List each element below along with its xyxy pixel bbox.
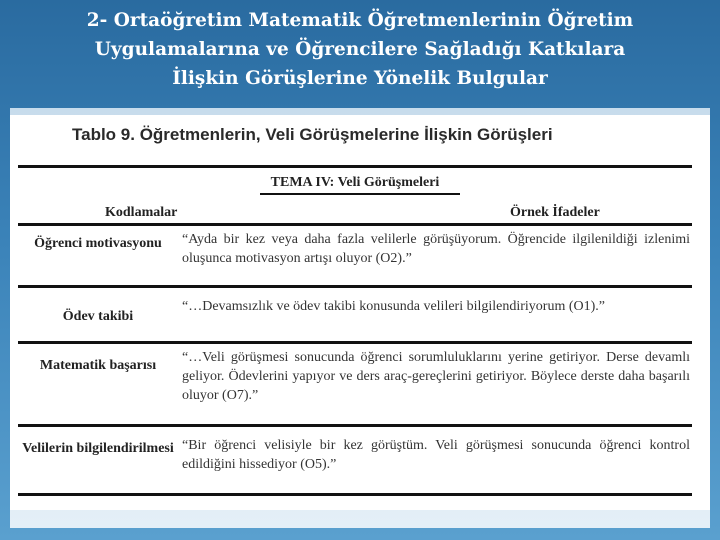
code-cell: Öğrenci motivasyonu bbox=[34, 236, 162, 251]
code-cell: Matematik başarısı bbox=[39, 358, 157, 373]
column-header-examples: Örnek İfadeler bbox=[510, 205, 600, 220]
example-cell: “Ayda bir kez veya daha fazla velilerle görüşüyorum. Öğrencide ilgilenildiği izlenimi oluşunca motivasyon artışı oluyor (O2).” bbox=[182, 232, 690, 266]
theme-header: TEMA IV: Veli Görüşmeleri bbox=[270, 175, 440, 190]
row-divider bbox=[18, 424, 692, 427]
table-image bbox=[10, 115, 710, 510]
slide-title bbox=[20, 6, 700, 93]
code-cell: Ödev takibi bbox=[62, 309, 134, 324]
slide-title-line: 2- Ortaöğretim Matematik Öğretmenlerinin Öğretim bbox=[86, 10, 634, 31]
header-bottom-rule bbox=[18, 223, 692, 226]
row-divider bbox=[18, 341, 692, 344]
table-caption: Tablo 9. Öğretmenlerin, Veli Görüşmelerine İlişkin Görüşleri bbox=[72, 125, 553, 144]
table-top-rule bbox=[18, 165, 692, 168]
example-cell: “Bir öğrenci velisiyle bir kez görüştüm. Veli görüşmesi sonucunda öğrenci kontrol edildiğini hissediyor (O5).” bbox=[182, 438, 690, 472]
slide-title-line: İlişkin Görüşlerine Yönelik Bulgular bbox=[172, 68, 548, 89]
example-cell: “…Devamsızlık ve ödev takibi konusunda velileri bilgilendiriyorum (O1).” bbox=[182, 299, 606, 314]
column-header-codes: Kodlamalar bbox=[105, 205, 178, 220]
theme-underline bbox=[260, 193, 460, 195]
code-cell: Velilerin bilgilendirilmesi bbox=[22, 441, 174, 456]
table-bottom-rule bbox=[18, 493, 692, 496]
row-divider bbox=[18, 285, 692, 288]
slide-title-line: Uygulamalarına ve Öğrencilere Sağladığı Katkılara bbox=[94, 39, 626, 60]
example-cell: “…Veli görüşmesi sonucunda öğrenci sorumluluklarını yerine getiriyor. Derse devamlı geliyor. Ödevlerini yapıyor ve ders araç-gereçlerini getiriyor. Böylece derste daha başarılı oluyor (O7).” bbox=[182, 350, 690, 403]
